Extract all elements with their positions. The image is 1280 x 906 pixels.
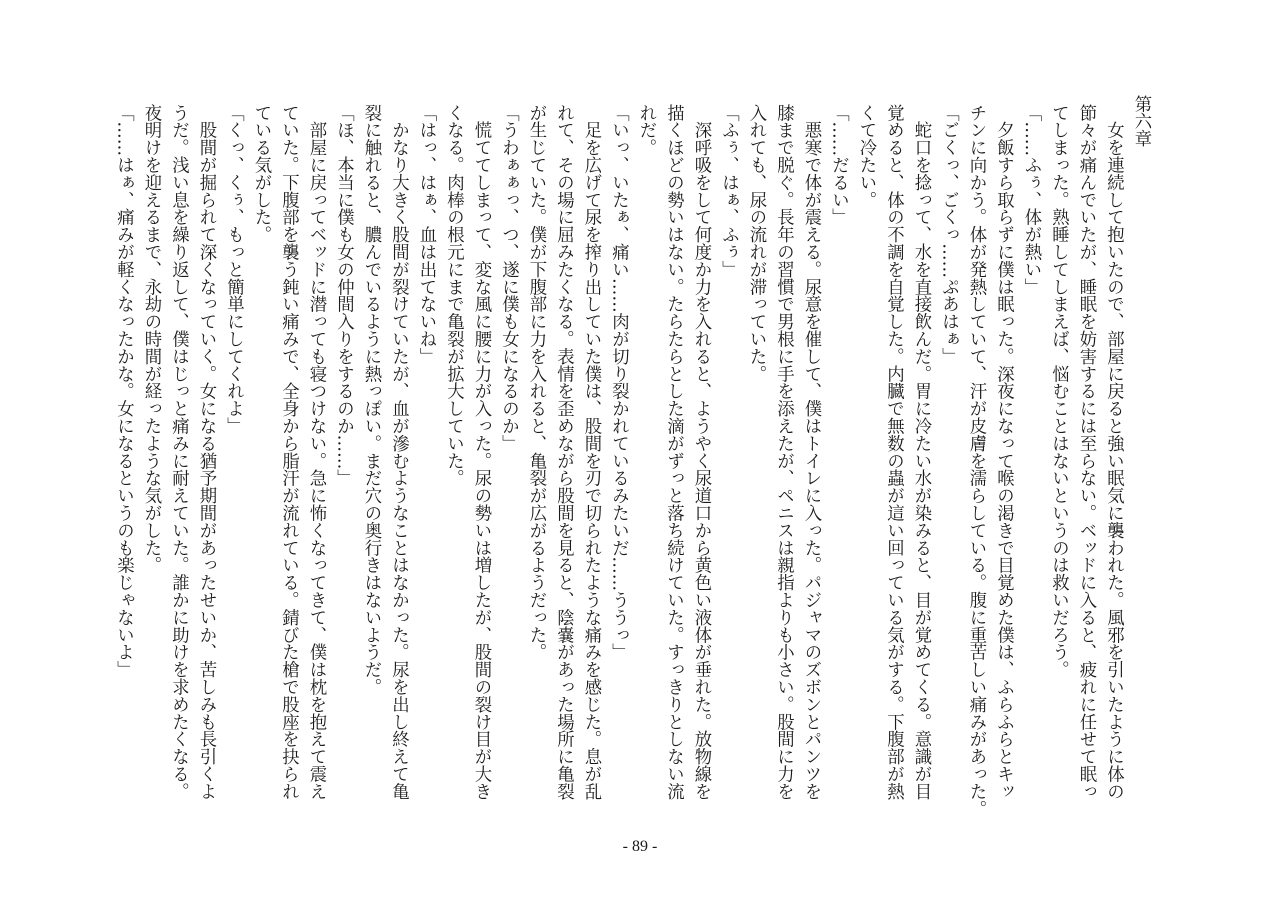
text-line: 夕飯すら取らずに僕は眠った。深夜になって喉の渇きで目覚めた僕は、ふらふらとキッ xyxy=(993,104,1014,800)
text-line: うだ。浅い息を繰り返して、僕はじっと痛みに耐えていた。誰かに助けを求めたくなる。 xyxy=(168,104,189,800)
text-line: 膝まで脱ぐ。長年の習慣で男根に手を添えたが、ペニスは親指よりも小さい。股間に力を xyxy=(773,104,794,800)
text-line: 覚めると、体の不調を自覚した。内臓で無数の蟲が這い回っている気がする。下腹部が熱 xyxy=(883,104,904,800)
text-line: くなる。肉棒の根元にまで亀裂が拡大していた。 xyxy=(443,104,464,487)
text-line: 「はっ、はぁ、血は出てないね」 xyxy=(416,104,436,365)
text-line: 部屋に戻ってベッドに潜っても寝つけない。急に怖くなってきて、僕は枕を抱えて震え xyxy=(306,104,326,800)
text-line: れだ。 xyxy=(636,104,656,157)
text-line: 描くほどの勢いはない。たらたらとした滴がずっと落ち続けていた。すっきりとしない流 xyxy=(663,104,684,800)
text-line: 「ふぅ、はぁ、ふぅ」 xyxy=(718,104,739,278)
text-line: 慌ててしまって、変な風に腰に力が入った。尿の勢いは増したが、股間の裂け目が大き xyxy=(471,104,491,800)
text-line: 節々が痛んでいたが、睡眠を妨害するには至らない。ベッドに入ると、疲れに任せて眠っ xyxy=(1076,104,1096,800)
text-line: くて冷たい。 xyxy=(856,104,876,209)
text-line: れて、その場に屈みたくなる。表情を歪めながら股間を見ると、陰嚢があった場所に亀裂 xyxy=(553,104,574,800)
text-line: かなり大きく股間が裂けていたが、血が滲むようなことはなかった。尿を出し終えて亀 xyxy=(388,104,409,800)
text-line: 「うわぁぁっ、つ、遂に僕も女になるのか」 xyxy=(498,104,519,452)
text-line: 足を広げて尿を搾り出していた僕は、股間を刃で切られたような痛みを感じた。息が乱 xyxy=(581,104,601,800)
text-line: てしまった。熟睡してしまえば、悩むことはないというのは救いだろう。 xyxy=(1048,104,1069,679)
vertical-text-body xyxy=(109,95,1154,824)
text-line: 夜明けを迎えるまで、永劫の時間が経ったような気がした。 xyxy=(141,104,161,574)
text-line: 股間が掘られて深くなっていく。女になる猶予期間があったせいか、苦しみも長引くよ xyxy=(196,104,216,800)
text-line: 「ほ、本当に僕も女の仲間入りをするのか……」 xyxy=(333,104,354,487)
text-line: 深呼吸をして何度か力を入れると、ようやく尿道口から黄色い液体が垂れた。放物線を xyxy=(691,104,711,800)
text-line: ている気がした。 xyxy=(251,104,271,244)
text-line: 「いっ、いたぁ、痛い……肉が切り裂かれているみたいだ……ううっ」 xyxy=(608,104,629,661)
text-line: 「……ふぅ、体が熱い」 xyxy=(1021,104,1041,296)
text-line: 蛇口を捻って、水を直接飲んだ。胃に冷たい水が染みると、目が覚めてくる。意識が目 xyxy=(911,104,931,800)
text-line: チンに向かう。体が発熱していて、汗が皮膚を濡らしている。腹に重苦しい痛みがあった。 xyxy=(966,104,986,818)
text-line: 入れても、尿の流れが滞っていた。 xyxy=(746,104,766,383)
text-line: ていた。下腹部を襲う鈍い痛みで、全身から脂汗が流れている。錆びた槍で股座を抉られ xyxy=(278,104,299,800)
page-number: - 89 - xyxy=(622,838,658,855)
text-line: 女を連続して抱いたので、部屋に戻ると強い眠気に襲われた。風邪を引いたように体の xyxy=(1103,104,1124,800)
text-line: 悪寒で体が震える。尿意を催して、僕はトイレに入った。パジャマのズボンとパンツを xyxy=(801,104,821,800)
chapter-title: 第六章 xyxy=(1131,95,1151,148)
text-line: 「……はぁ、痛みが軽くなったかな。女になるというのも楽じゃないよ」 xyxy=(113,104,134,679)
text-line: 「くっ、くぅ、もっと簡単にしてくれよ」 xyxy=(223,104,244,435)
text-line: 裂に触れると、膿んでいるように熱っぽい。まだ穴の奥行きはないようだ。 xyxy=(361,104,381,696)
text-line: が生じていた。僕が下腹部に力を入れると、亀裂が広がるようだった。 xyxy=(526,104,546,661)
text-line: 「……だるい」 xyxy=(828,104,849,226)
text-line: 「ごくっ、ごくっ……ぷあはぁ」 xyxy=(938,104,959,365)
